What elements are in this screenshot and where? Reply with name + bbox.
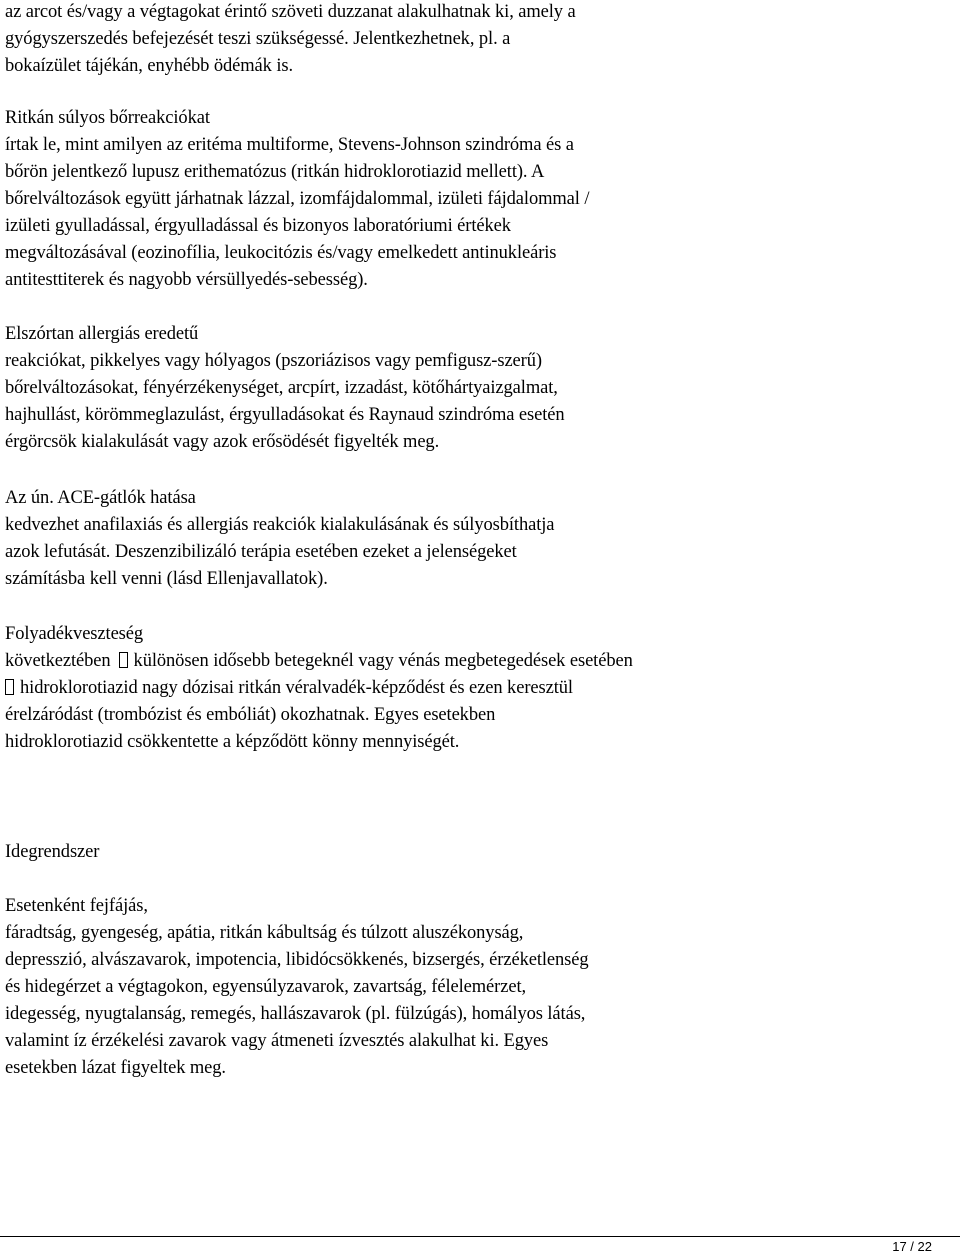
section-heading: Az ún. ACE-gátlók hatása bbox=[5, 488, 196, 508]
text-line: hajhullást, körömmeglazulást, érgyulladásokat és Raynaud szindróma esetén bbox=[5, 405, 565, 425]
section-heading: Ritkán súlyos bőrreakciókat bbox=[5, 108, 210, 128]
footer-divider bbox=[0, 1236, 960, 1237]
text-segment: hidroklorotiazid nagy dózisai ritkán véralvadék-képződést és ezen keresztül bbox=[20, 678, 573, 698]
text-line bbox=[5, 648, 633, 675]
text-line: az arcot és/vagy a végtagokat érintő szöveti duzzanat alakulhatnak ki, amely a bbox=[5, 2, 576, 22]
text-line: reakciókat, pikkelyes vagy hólyagos (pszoriázisos vagy pemfigusz-szerű) bbox=[5, 351, 542, 371]
text-line: bőrön jelentkező lupusz erithematózus (ritkán hidroklorotiazid mellett). A bbox=[5, 162, 545, 182]
text-line: megváltozásával (eozinofília, leukocitózis és/vagy emelkedett antinukleáris bbox=[5, 243, 557, 263]
text-line: érelzáródást (trombózist és embóliát) okozhatnak. Egyes esetekben bbox=[5, 705, 496, 725]
text-line: antitesttiterek és nagyobb vérsüllyedés-sebesség). bbox=[5, 270, 368, 290]
section-heading: Esetenként fejfájás, bbox=[5, 896, 148, 916]
text-line: bőrelváltozásokat, fényérzékenységet, arcpírt, izzadást, kötőhártyaizgalmat, bbox=[5, 378, 558, 398]
text-line: esetekben lázat figyeltek meg. bbox=[5, 1058, 226, 1078]
text-segment: következtében bbox=[5, 651, 111, 671]
text-line: érgörcsök kialakulását vagy azok erősödését figyelték meg. bbox=[5, 432, 440, 452]
text-line: depresszió, alvászavarok, impotencia, libidócsökkenés, bizsergés, érzéketlenség bbox=[5, 950, 589, 970]
text-line: azok lefutását. Deszenzibilizáló terápia esetében ezeket a jelenségeket bbox=[5, 542, 517, 562]
text-line: bőrelváltozások együtt járhatnak lázzal, izomfájdalommal, izületi fájdalommal / bbox=[5, 189, 590, 209]
text-segment: különösen idősebb betegeknél vagy vénás megbetegedések esetében bbox=[133, 651, 633, 671]
text-line: hidroklorotiazid csökkentette a képződött könny mennyiségét. bbox=[5, 732, 460, 752]
missing-glyph-icon bbox=[119, 652, 128, 668]
text-line: fáradtság, gyengeség, apátia, ritkán kábultság és túlzott aluszékonyság, bbox=[5, 923, 524, 943]
text-line: bokaízület tájékán, enyhébb ödémák is. bbox=[5, 56, 293, 76]
text-line: valamint íz érzékelési zavarok vagy átmeneti ízvesztés alakulhat ki. Egyes bbox=[5, 1031, 549, 1051]
text-line: és hidegérzet a végtagokon, egyensúlyzavarok, zavartság, félelemérzet, bbox=[5, 977, 527, 997]
text-line: gyógyszerszedés befejezését teszi szükségessé. Jelentkezhetnek, pl. a bbox=[5, 29, 511, 49]
text-line: izületi gyulladással, érgyulladással és bizonyos laboratóriumi értékek bbox=[5, 216, 511, 236]
text-line: számításba kell venni (lásd Ellenjavallatok). bbox=[5, 569, 328, 589]
text-line: idegesség, nyugtalanság, remegés, hallászavarok (pl. fülzúgás), homályos látás, bbox=[5, 1004, 586, 1024]
section-heading: Idegrendszer bbox=[5, 842, 100, 862]
text-line bbox=[5, 675, 573, 702]
text-line: kedvezhet anafilaxiás és allergiás reakciók kialakulásának és súlyosbíthatja bbox=[5, 515, 555, 535]
text-line: írtak le, mint amilyen az eritéma multiforme, Stevens-Johnson szindróma és a bbox=[5, 135, 574, 155]
section-heading: Folyadékveszteség bbox=[5, 624, 144, 644]
page-number: 17 / 22 bbox=[892, 1239, 932, 1254]
section-heading: Elszórtan allergiás eredetű bbox=[5, 324, 199, 344]
missing-glyph-icon bbox=[5, 679, 14, 695]
